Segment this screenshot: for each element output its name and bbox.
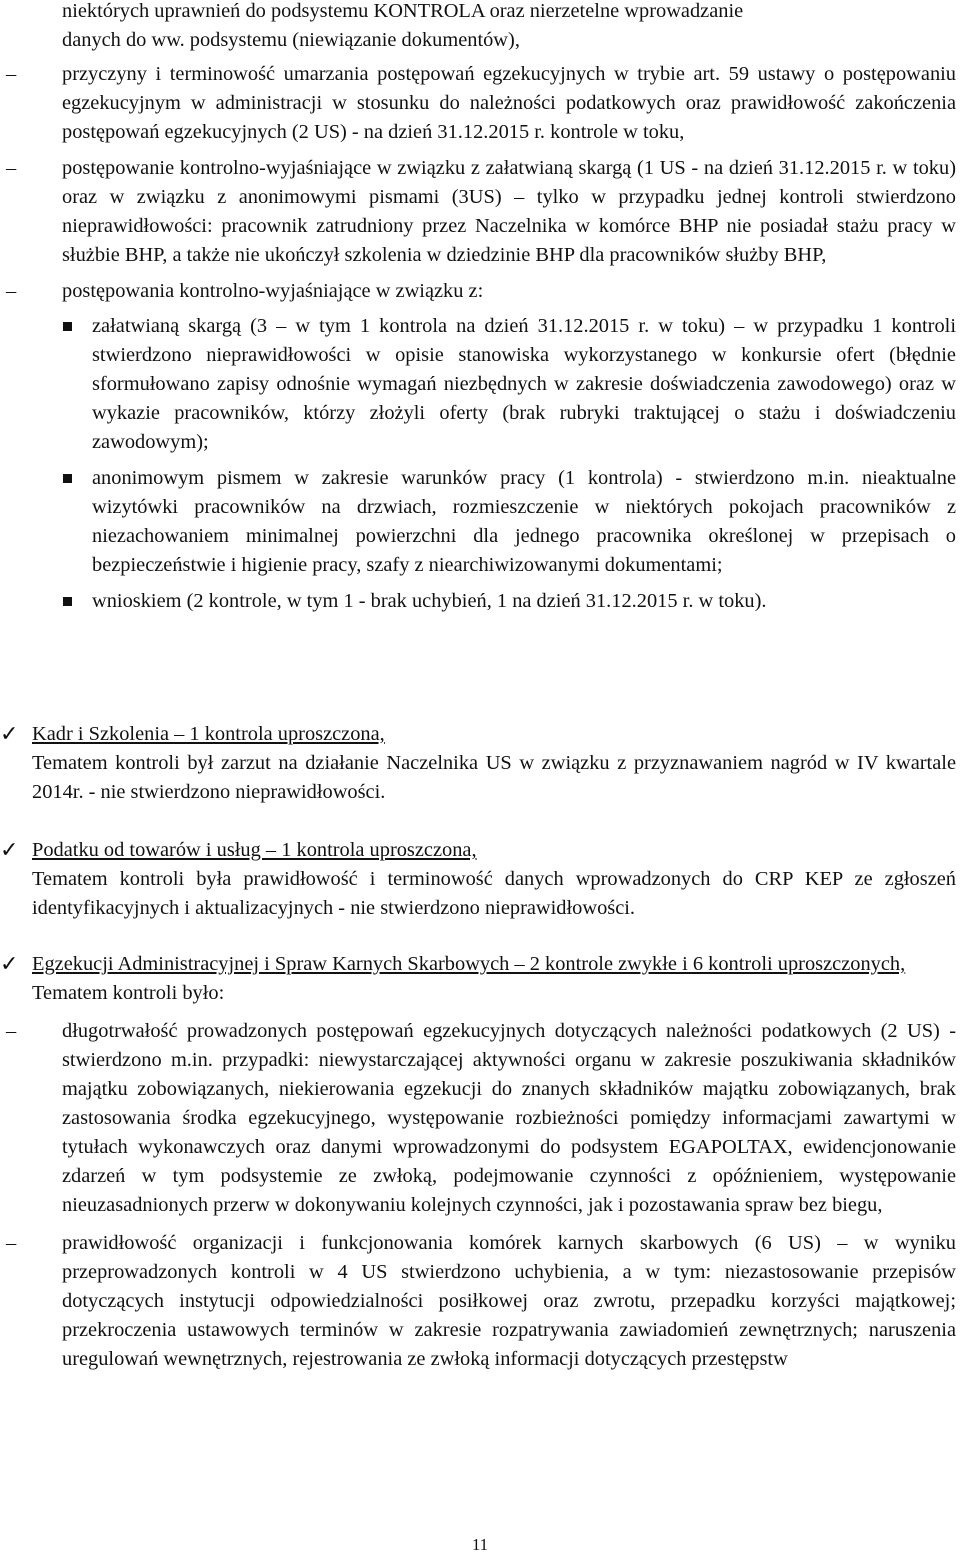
dash-bullet: – [6,157,17,179]
intro-line: danych do ww. podsystemu (niewiązanie dokumentów), [62,29,520,51]
dash-bullet: – [6,63,17,85]
section-heading [0,836,956,865]
square-bullet-icon [63,597,72,606]
continued-text [62,0,956,62]
list-item [0,277,956,306]
section-kadr [0,720,956,807]
dash-bullet: – [6,1020,17,1042]
dash-list [0,60,956,616]
list-item [0,1017,956,1220]
checkmark-icon: ✓ [0,722,19,747]
section-body: Tematem kontroli była prawidłowość i terminowość danych wprowadzonych do CRP KEP ze zgłoszeń identyfikacyjnych i aktualizacyjnych - nie stwierdzono nieprawidłowości. [32,868,956,919]
list-item-text: prawidłowość organizacji i funkcjonowania komórek karnych skarbowych (6 US) – w wyniku przeprowadzonych kontroli w 4 US stwierdzono uchybienia, a w tym: niezastosowanie przepisów dotyczących instytucji odpowiedzialności posiłkowej oraz zwrotu, przepadku korzyści majątkowej; przekroczenia ustawowych terminów w zakresie rozpatrywania zawiadomień zewnętrznych; naruszenia uregulowań wewnętrznych, rejestrowania ze zwłoką informacji dotyczących przestępstw [62,1232,956,1370]
list-item-text: długotrwałość prowadzonych postępowań egzekucyjnych dotyczących należności podatkowych (2 US) - stwierdzono m.in. przypadki: niewystarczającej aktywności organu w zakresie poszukiwania składników majątku zobowiązanych, niekierowania egzekucji do znanych składników majątku zobowiązanych, brak zastosowania środka egzekucyjnego, występowanie rozbieżności pomiędzy informacjami zawartymi w tytułach wykonawczych oraz danymi wprowadzonymi do podsystem EGAPOLTAX, ewidencjonowanie zdarzeń w tym podsystemie ze zwłoką, podejmowanie czynności z opóźnieniem, występowanie nieuzasadnionych przerw w dokonywaniu kolejnych czynności, jak i pozostawania spraw bez biegu, [62,1020,956,1216]
square-bullet-icon [63,474,72,483]
section-body: Tematem kontroli był zarzut na działanie Naczelnika US w związku z przyznawaniem nagród w IV kwartale 2014r. - nie stwierdzono nieprawidłowości. [32,752,956,803]
list-item [0,154,956,270]
section-heading [0,950,956,979]
list-item-text: postępowanie kontrolno-wyjaśniające w związku z załatwianą skargą (1 US - na dzień 31.12.2015 r. w toku) oraz w związku z anonimowymi pismami (3US) – tylko w przypadku jednej kontroli stwierdzono nieprawidłowości: pracownik zatrudniony przez Naczelnika w komórce BHP nie posiadał stażu pracy w służbie BHP, a także nie ukończył szkolenia w dziedzinie BHP dla pracowników służby BHP, [62,157,956,266]
page-number: 11 [471,1535,489,1554]
dash-bullet: – [6,280,17,302]
section-intro: Tematem kontroli było: [32,982,225,1004]
sub-list-item-text: załatwianą skargą (3 – w tym 1 kontrola na dzień 31.12.2015 r. w toku) – w przypadku 1 kontroli stwierdzono nieprawidłowości w opisie stanowiska wykorzystanego w konkursie ofert (błędnie sformułowano zapisy odnośnie wymagań niezbędnych w zakresie doświadczenia zawodowego) oraz w wykazie pracowników, którzy złożyli oferty (brak rubryki traktującej o stażu i doświadczeniu zawodowym); [92,315,956,453]
sub-list-item [0,464,956,580]
list-item [0,1229,956,1374]
list-item [0,60,956,147]
section-vat [0,836,956,923]
sub-list-item-text: anonimowym pismem w zakresie warunków pracy (1 kontrola) - stwierdzono m.in. nieaktualne wizytówki pracowników na drzwiach, rozmieszczenie w niektórych pokojach pracowników z niezachowaniem minimalnej powierzchni dla jednego pracownika określonej w przepisach o bezpieczeństwie i higienie pracy, szafy z niearchiwizowanymi dokumentami; [92,467,956,576]
section-egzekucja [0,950,956,1374]
sub-list-item [0,587,956,616]
square-bullet-icon [63,322,72,331]
list-item-text: przyczyny i terminowość umarzania postępowań egzekucyjnych w trybie art. 59 ustawy o postępowaniu egzekucyjnym w administracji w stosunku do należności podatkowych oraz prawidłowość zakończenia postępowań egzekucyjnych (2 US) - na dzień 31.12.2015 r. kontrole w toku, [62,63,956,143]
checkmark-icon: ✓ [0,952,19,977]
sub-list-item-text: wnioskiem (2 kontrole, w tym 1 - brak uchybień, 1 na dzień 31.12.2015 r. w toku). [92,590,767,612]
section-heading [0,720,956,749]
section-heading-text: Egzekucji Administracyjnej i Spraw Karnych Skarbowych – 2 kontrole zwykłe i 6 kontroli uproszczonych, [32,953,906,975]
dash-bullet: – [6,1232,17,1254]
intro-line: niektórych uprawnień do podsystemu KONTROLA oraz nierzetelne wprowadzanie [62,0,744,22]
section-heading-text: Podatku od towarów i usług – 1 kontrola uproszczona, [32,839,477,861]
checkmark-icon: ✓ [0,838,19,863]
sub-list-item [0,312,956,457]
section-heading-text: Kadr i Szkolenia – 1 kontrola uproszczona, [32,723,385,745]
list-item-text: postępowania kontrolno-wyjaśniające w związku z: [62,280,484,302]
